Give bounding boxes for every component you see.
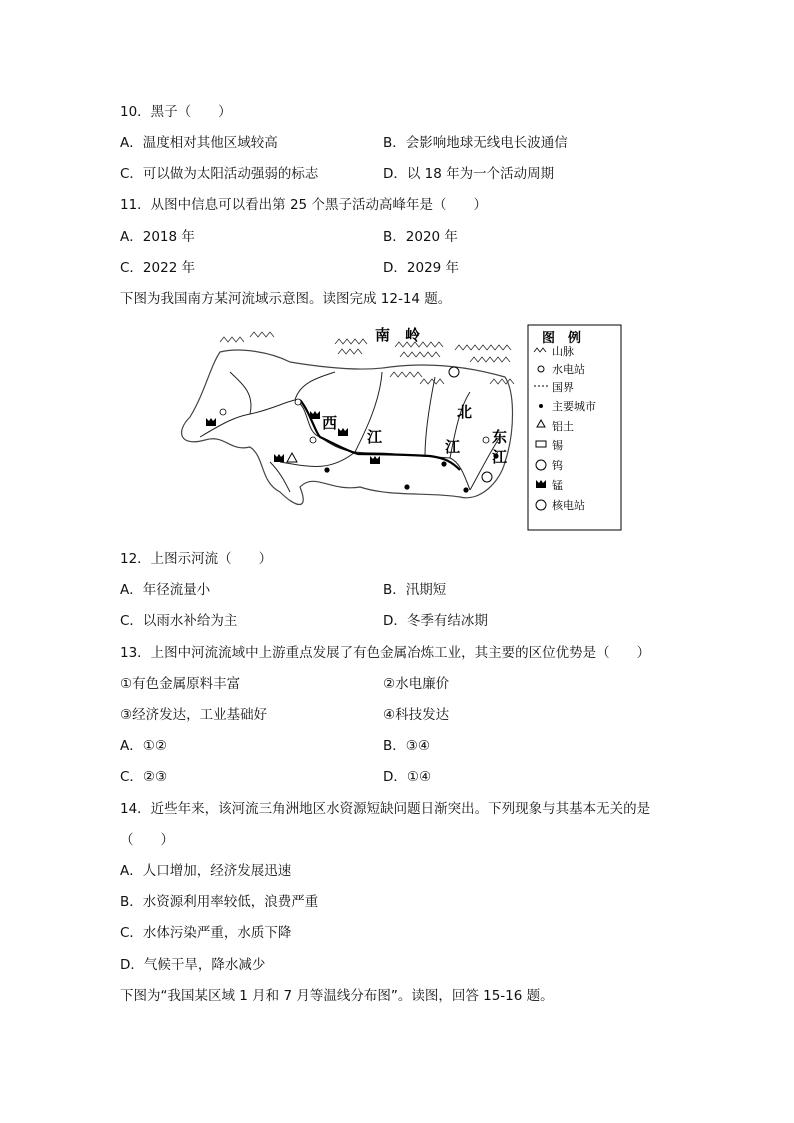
q14-option-d: D．气候干旱，降水减少: [120, 957, 266, 973]
q10-option-b: B．会影响地球无线电长波通信: [383, 135, 568, 151]
nuclear-station-symbol: [482, 472, 492, 482]
q13-item-3: ③经济发达，工业基础好: [120, 707, 268, 723]
label-jiang-east: 江: [492, 448, 508, 466]
label-nanling: 南 岭: [375, 326, 421, 344]
river-network: [200, 372, 500, 492]
city-dots: [324, 453, 498, 492]
legend-tin: 锡: [552, 439, 563, 452]
label-bei: 北: [457, 403, 473, 421]
q13-option-c: C．②③: [120, 769, 168, 785]
q12-option-b: B．汛期短: [383, 582, 447, 598]
q11-option-a: A．2018 年: [120, 229, 195, 245]
label-dong: 东: [492, 428, 508, 446]
tungsten-symbol: [449, 367, 459, 377]
q10-option-c: C．可以做为太阳活动强弱的标志: [120, 166, 319, 182]
q14-stem: 14．近些年来，该河流三角洲地区水资源短缺问题日渐突出。下列现象与其基本无关的是: [120, 801, 651, 817]
legend-bauxite: 铝土: [552, 420, 574, 433]
q14-paren: （ ）: [120, 832, 174, 848]
q12-stem: 12．上图示河流（ ）: [120, 551, 273, 567]
legend-manganese: 锰: [552, 479, 563, 492]
q12-option-c: C．以雨水补给为主: [120, 613, 238, 629]
q13-item-2: ②水电廉价: [383, 676, 450, 692]
q14-option-a: A．人口增加，经济发展迅速: [120, 863, 292, 879]
intro-isotherm-question: 下图为“我国某区域 1 月和 7 月等温线分布图”。读图，回答 15-16 题。: [120, 988, 554, 1004]
q13-item-4: ④科技发达: [383, 707, 450, 723]
label-jiang-west: 江: [367, 428, 383, 446]
q11-option-d: D．2029 年: [383, 260, 460, 276]
manganese-symbols: [206, 411, 380, 464]
q11-stem: 11．从图中信息可以看出第 25 个黑子活动高峰年是（ ）: [120, 197, 487, 213]
q13-item-1: ①有色金属原料丰富: [120, 676, 241, 692]
map-legend: [528, 325, 621, 530]
legend-mountain: 山脉: [552, 345, 574, 358]
q10-stem: 10．黑子（ ）: [120, 104, 232, 120]
q13-option-a: A．①②: [120, 738, 167, 754]
q13-option-d: D．①④: [383, 769, 432, 785]
q13-stem: 13．上图中河流流域中上游重点发展了有色金属冶炼工业，其主要的区位优势是（ ）: [120, 645, 651, 661]
legend-border: 国界: [552, 381, 574, 394]
legend-nuclear: 核电站: [552, 499, 585, 512]
q10-option-d: D．以 18 年为一个活动周期: [383, 166, 555, 182]
q11-option-b: B．2020 年: [383, 229, 458, 245]
legend-title: 图 例: [542, 331, 582, 346]
intro-map-question: 下图为我国南方某河流域示意图。读图完成 12-14 题。: [120, 291, 452, 307]
q13-option-b: B．③④: [383, 738, 430, 754]
label-xi: 西: [322, 414, 338, 432]
river-basin-map: [170, 322, 622, 532]
q10-option-a: A．温度相对其他区域较高: [120, 135, 278, 151]
q14-option-c: C．水体污染严重，水质下降: [120, 925, 292, 941]
legend-city: 主要城市: [552, 400, 596, 413]
legend-tungsten: 钨: [552, 459, 563, 472]
q11-option-c: C．2022 年: [120, 260, 196, 276]
q14-option-b: B．水资源利用率较低，浪费严重: [120, 894, 319, 910]
q12-option-d: D．冬季有结冰期: [383, 613, 488, 629]
q12-option-a: A．年径流量小: [120, 582, 211, 598]
legend-hydropower: 水电站: [552, 363, 585, 376]
label-jiang-north: 江: [445, 438, 461, 456]
bauxite-symbol: [287, 453, 297, 462]
mountain-range-symbols: [220, 332, 514, 384]
hydropower-station-symbols: [220, 399, 489, 443]
